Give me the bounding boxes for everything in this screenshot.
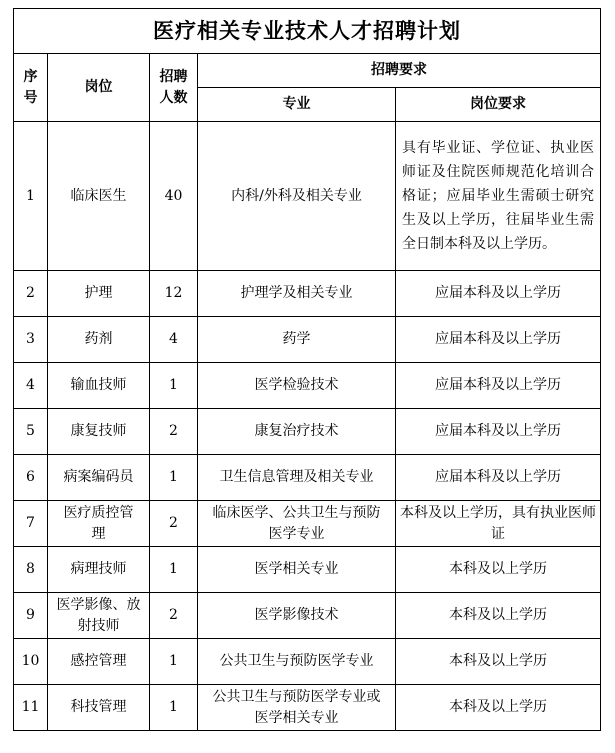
table-row — [14, 122, 601, 271]
table-row — [14, 593, 601, 639]
row-major: 药学 — [198, 317, 396, 363]
header-requirements: 招聘要求 — [198, 54, 601, 88]
row-position: 感控管理 — [48, 639, 150, 685]
row-major: 卫生信息管理及相关专业 — [198, 455, 396, 501]
row-seq: 11 — [14, 685, 48, 731]
row-count: 2 — [150, 409, 198, 455]
recruitment-plan-document — [13, 8, 601, 731]
table-row — [14, 455, 601, 501]
row-position: 药剂 — [48, 317, 150, 363]
row-position: 输血技师 — [48, 363, 150, 409]
table-row — [14, 409, 601, 455]
header-seq: 序号 — [14, 54, 48, 122]
table-row — [14, 685, 601, 731]
row-major: 临床医学、公共卫生与预防医学专业 — [198, 501, 396, 547]
row-count: 40 — [150, 122, 198, 271]
row-requirement: 本科及以上学历 — [396, 685, 601, 731]
header-major: 专业 — [198, 88, 396, 122]
row-requirement: 应届本科及以上学历 — [396, 317, 601, 363]
row-position: 临床医生 — [48, 122, 150, 271]
row-requirement: 应届本科及以上学历 — [396, 409, 601, 455]
row-position: 医疗质控管理 — [48, 501, 150, 547]
row-requirement: 本科及以上学历 — [396, 547, 601, 593]
row-count: 1 — [150, 685, 198, 731]
header-row-top — [14, 54, 601, 88]
row-seq: 6 — [14, 455, 48, 501]
row-position: 医学影像、放射技师 — [48, 593, 150, 639]
row-major: 公共卫生与预防医学专业 — [198, 639, 396, 685]
row-seq: 2 — [14, 271, 48, 317]
row-requirement: 本科及以上学历 — [396, 593, 601, 639]
row-count: 1 — [150, 639, 198, 685]
table-row — [14, 501, 601, 547]
row-count: 1 — [150, 363, 198, 409]
row-position: 病理技师 — [48, 547, 150, 593]
row-position: 康复技师 — [48, 409, 150, 455]
row-count: 2 — [150, 501, 198, 547]
row-major: 医学影像技术 — [198, 593, 396, 639]
header-position: 岗位 — [48, 54, 150, 122]
row-major: 内科/外科及相关专业 — [198, 122, 396, 271]
row-count: 1 — [150, 547, 198, 593]
table-row — [14, 271, 601, 317]
row-seq: 7 — [14, 501, 48, 547]
row-position: 护理 — [48, 271, 150, 317]
row-position: 科技管理 — [48, 685, 150, 731]
row-requirement: 本科及以上学历 — [396, 639, 601, 685]
row-seq: 10 — [14, 639, 48, 685]
row-major: 医学相关专业 — [198, 547, 396, 593]
row-count: 2 — [150, 593, 198, 639]
row-requirement: 应届本科及以上学历 — [396, 363, 601, 409]
row-seq: 3 — [14, 317, 48, 363]
row-major: 康复治疗技术 — [198, 409, 396, 455]
row-count: 1 — [150, 455, 198, 501]
title-row — [14, 9, 601, 54]
row-major: 医学检验技术 — [198, 363, 396, 409]
header-job-requirements: 岗位要求 — [396, 88, 601, 122]
row-position: 病案编码员 — [48, 455, 150, 501]
row-count: 12 — [150, 271, 198, 317]
table-row — [14, 547, 601, 593]
row-requirement: 本科及以上学历，具有执业医师证 — [396, 501, 601, 547]
row-requirement: 具有毕业证、学位证、执业医师证及住院医师规范化培训合格证；应届毕业生需硕士研究生及以上学历，往届毕业生需全日制本科及以上学历。 — [396, 122, 601, 271]
row-count: 4 — [150, 317, 198, 363]
row-seq: 8 — [14, 547, 48, 593]
row-requirement: 应届本科及以上学历 — [396, 455, 601, 501]
row-major: 护理学及相关专业 — [198, 271, 396, 317]
row-requirement: 应届本科及以上学历 — [396, 271, 601, 317]
recruitment-table — [13, 8, 601, 731]
table-row — [14, 639, 601, 685]
row-seq: 9 — [14, 593, 48, 639]
row-seq: 5 — [14, 409, 48, 455]
header-count: 招聘人数 — [150, 54, 198, 122]
row-seq: 4 — [14, 363, 48, 409]
row-seq: 1 — [14, 122, 48, 271]
row-major: 公共卫生与预防医学专业或医学相关专业 — [198, 685, 396, 731]
document-title: 医疗相关专业技术人才招聘计划 — [14, 9, 601, 54]
table-row — [14, 317, 601, 363]
table-row — [14, 363, 601, 409]
